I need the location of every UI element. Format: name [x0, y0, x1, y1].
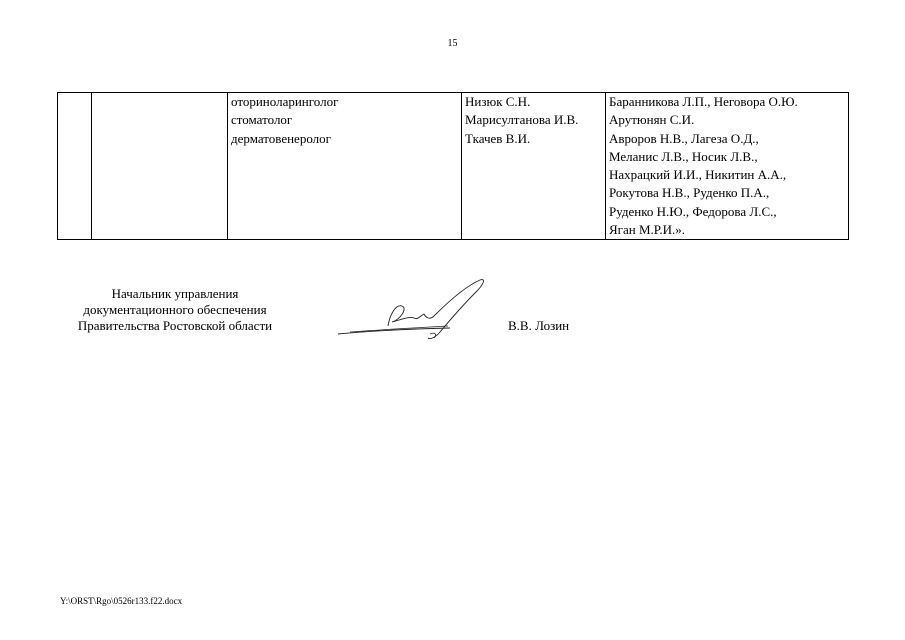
table-row [58, 93, 849, 240]
commission-table [57, 92, 849, 240]
handwritten-signature [330, 276, 490, 344]
member-line: Арутюнян С.И. [609, 112, 695, 128]
file-path-footer: Y:\ORST\Rgo\0526r133.f22.docx [60, 596, 183, 606]
specialty-cell [228, 93, 462, 240]
head-line: Низюк С.Н. [465, 94, 531, 109]
member-line: Яган М.Р.И.». [609, 222, 686, 238]
position-line: Начальник управления [111, 286, 239, 301]
specialty-line: оториноларинголог [231, 94, 339, 109]
page-number: 15 [447, 38, 458, 49]
specialty-line: дерматовенеролог [231, 130, 331, 146]
signer-position [55, 286, 295, 334]
position-line: документационного обеспечения [83, 302, 267, 317]
specialty-line: стоматолог [231, 112, 293, 128]
member-line: Нахрацкий И.И., Никитин А.А., [609, 167, 787, 183]
signer-name: В.В. Лозин [508, 318, 570, 333]
member-line: Меланис Л.В., Носик Л.В., [609, 148, 758, 164]
members-cell [606, 93, 849, 240]
head-cell [462, 93, 606, 240]
number-cell [58, 93, 92, 240]
head-line: Марисултанова И.В. [465, 112, 579, 128]
institution-cell [92, 93, 228, 240]
member-line: Рокутова Н.В., Руденко П.А., [609, 185, 770, 201]
member-line: Авроров Н.В., Лагеза О.Д., [609, 130, 759, 146]
head-line: Ткачев В.И. [465, 130, 531, 146]
position-line: Правительства Ростовской области [77, 318, 273, 333]
member-line: Баранникова Л.П., Неговора О.Ю. [609, 94, 798, 109]
member-line: Руденко Н.Ю., Федорова Л.С., [609, 203, 777, 219]
